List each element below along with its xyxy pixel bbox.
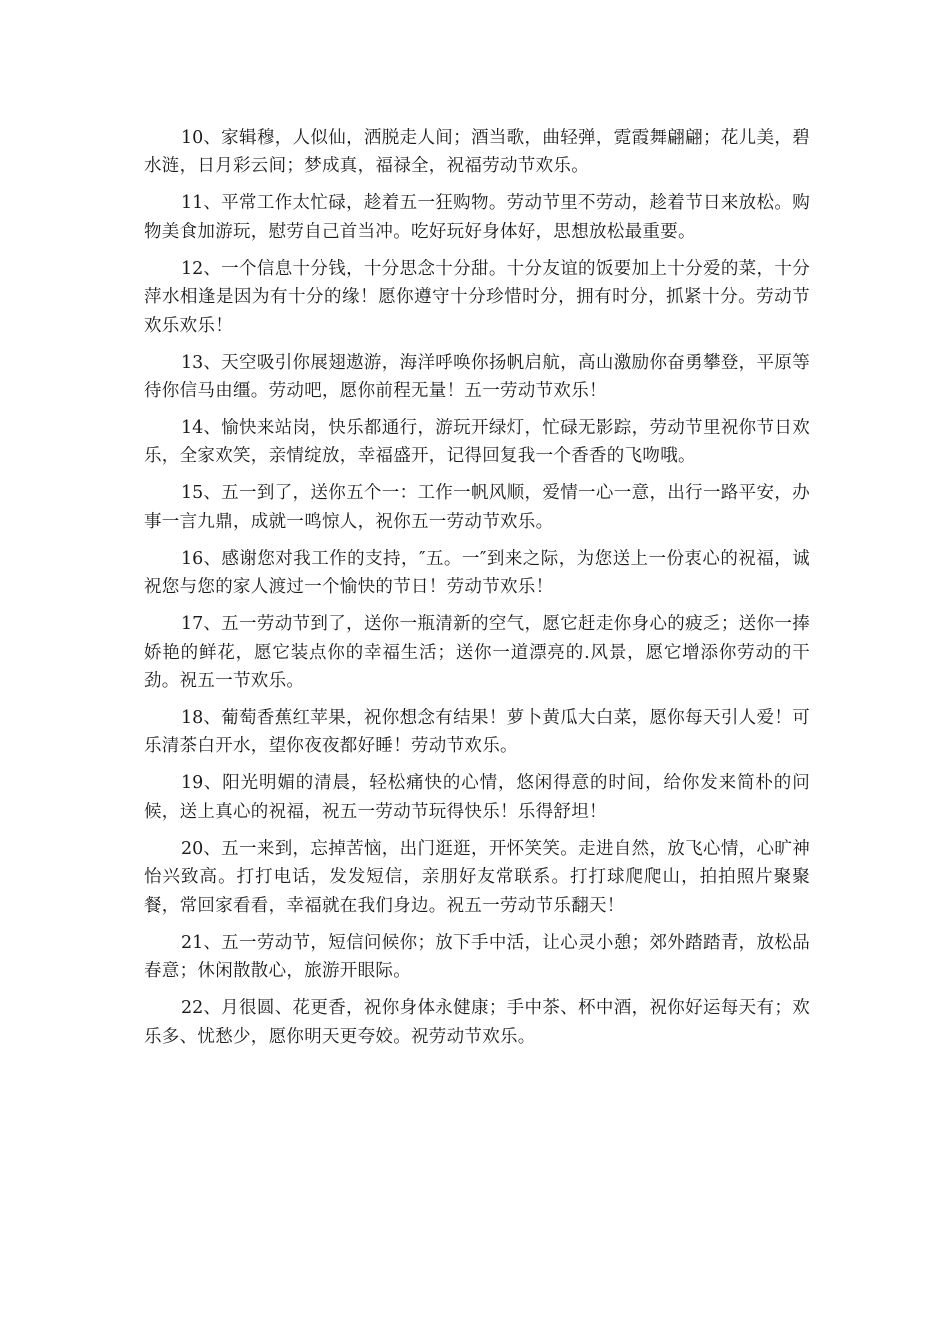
paragraph-number: 16 xyxy=(181,548,204,569)
paragraph-number: 20 xyxy=(181,838,204,859)
paragraph-number: 13 xyxy=(181,352,204,373)
paragraph-17 xyxy=(144,610,810,695)
paragraph-18 xyxy=(144,704,810,761)
paragraph-text: 、五一劳动节，短信问候你；放下手中活，让心灵小憩；郊外踏踏青，放松品春意；休闲散散心，旅游开眼际。 xyxy=(144,932,810,982)
paragraph-text: 、五一劳动节到了，送你一瓶清新的空气，愿它赶走你身心的疲乏；送你一捧娇艳的鲜花，愿它装点你的幸福生活；送你一道漂亮的.风景，愿它增添你劳动的干劲。祝五一节欢乐。 xyxy=(144,614,810,692)
paragraph-number: 15 xyxy=(181,483,204,504)
paragraph-text: 、月很圆、花更香，祝你身体永健康；手中茶、杯中酒，祝你好运每天有；欢乐多、忧愁少，愿你明天更夸姣。祝劳动节欢乐。 xyxy=(144,998,810,1047)
paragraph-number: 14 xyxy=(181,418,204,439)
paragraph-15 xyxy=(144,479,810,536)
paragraph-text: 、家辑穆，人似仙，洒脱走人间；酒当歌，曲轻弹，霓霞舞翩翩；花儿美，碧水涟，日月彩云间；梦成真，福禄全，祝福劳动节欢乐。 xyxy=(144,128,810,177)
paragraph-text: 、天空吸引你展翅遨游，海洋呼唤你扬帆启航，高山激励你奋勇攀登，平原等待你信马由缰。劳动吧，愿你前程无量！五一劳动节欢乐！ xyxy=(144,352,810,402)
paragraph-text: 、阳光明媚的清晨，轻松痛快的心情，悠闲得意的时间，给你发来简朴的问候，送上真心的祝福，祝五一劳动节玩得快乐！乐得舒坦！ xyxy=(144,773,810,822)
paragraph-number: 11 xyxy=(181,193,204,214)
paragraph-number: 12 xyxy=(181,258,204,279)
paragraph-number: 19 xyxy=(181,773,204,794)
paragraph-text: 、感谢您对我工作的支持，″五。一″到来之际，为您送上一份衷心的祝福，诚祝您与您的家人渡过一个愉快的节日！劳动节欢乐！ xyxy=(144,548,810,598)
paragraph-text: 、葡萄香蕉红苹果，祝你想念有结果！萝卜黄瓜大白菜，愿你每天引人爱！可乐清茶白开水，望你夜夜都好睡！劳动节欢乐。 xyxy=(144,708,810,757)
paragraph-14 xyxy=(144,414,810,471)
paragraph-text: 、平常工作太忙碌，趁着五一狂购物。劳动节里不劳动，趁着节日来放松。购物美食加游玩，慰劳自己首当冲。吃好玩好身体好，思想放松最重要。 xyxy=(144,193,810,242)
paragraph-number: 18 xyxy=(181,708,204,729)
paragraph-number: 17 xyxy=(181,614,204,635)
paragraph-number: 22 xyxy=(181,998,204,1019)
paragraph-10 xyxy=(144,124,810,181)
paragraph-13 xyxy=(144,349,810,406)
paragraph-20 xyxy=(144,835,810,920)
paragraph-11 xyxy=(144,189,810,246)
document-body xyxy=(144,124,810,1060)
paragraph-number: 10 xyxy=(181,128,204,148)
paragraph-22 xyxy=(144,994,810,1051)
paragraph-text: 、愉快来站岗，快乐都通行，游玩开绿灯，忙碌无影踪，劳动节里祝你节日欢乐，全家欢笑，亲情绽放，幸福盛开，记得回复我一个香香的飞吻哦。 xyxy=(144,418,810,467)
paragraph-text: 、一个信息十分钱，十分思念十分甜。十分友谊的饭要加上十分爱的菜，十分萍水相逢是因为有十分的缘！愿你遵守十分珍惜时分，拥有时分，抓紧十分。劳动节欢乐欢乐！ xyxy=(144,258,810,336)
paragraph-number: 21 xyxy=(181,932,204,953)
paragraph-21 xyxy=(144,929,810,986)
paragraph-19 xyxy=(144,769,810,826)
paragraph-16 xyxy=(144,545,810,602)
paragraph-text: 、五一到了，送你五个一：工作一帆风顺，爱情一心一意，出行一路平安，办事一言九鼎，成就一鸣惊人，祝你五一劳动节欢乐。 xyxy=(144,483,810,532)
paragraph-12 xyxy=(144,255,810,340)
paragraph-text: 、五一来到，忘掉苦恼，出门逛逛，开怀笑笑。走进自然，放飞心情，心旷神怡兴致高。打打电话，发发短信，亲朋好友常联系。打打球爬爬山，拍拍照片聚聚餐，常回家看看，幸福就在我们身边。祝五一劳动节乐翻天！ xyxy=(144,838,810,916)
